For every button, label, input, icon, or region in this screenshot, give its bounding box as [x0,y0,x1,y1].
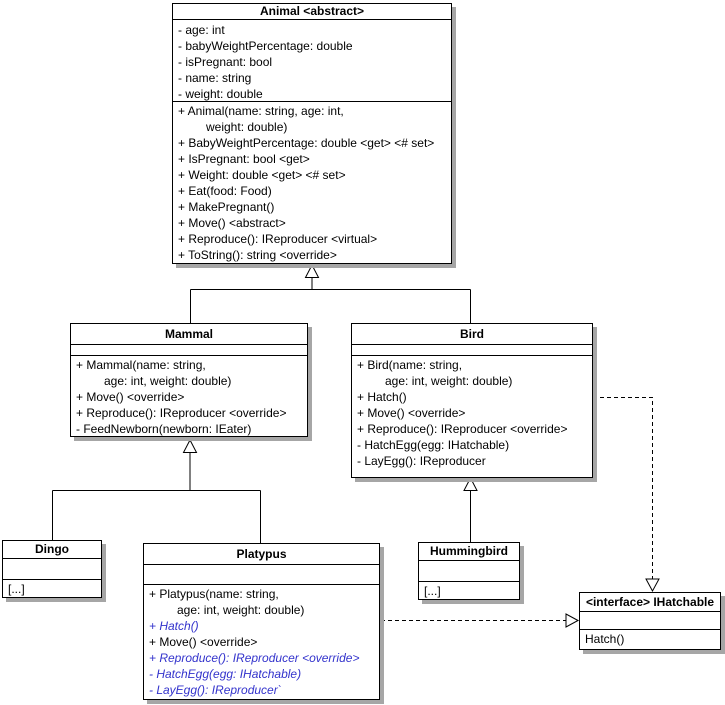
method-line: weight: double) [206,120,288,134]
method-line: + Animal(name: string, age: int, [178,104,344,118]
class-platypus [143,543,380,700]
class-platypus-title: Platypus [144,544,379,565]
method-line: + Move() <override> [76,390,185,404]
method-line: [...] [424,584,441,598]
class-bird-methods [352,356,592,477]
class-dingo-title: Dingo [3,541,101,559]
method-line: + Reproduce(): IReproducer <virtual> [178,232,378,246]
method-line: - LayEgg(): IReproducer` [149,683,282,697]
method-line: Hatch() [585,632,625,646]
realization-platypus-ihatchable [381,614,578,627]
class-platypus-attributes [144,565,379,585]
inheritance-bird-hummingbird [464,478,477,542]
attribute-line: - weight: double [178,87,263,101]
class-mammal-methods [71,356,307,436]
method-line: + Reproduce(): IReproducer <override> [76,406,287,420]
class-bird-attributes [352,345,592,356]
method-line: + MakePregnant() [178,200,275,214]
method-line: age: int, weight: double) [385,374,513,388]
method-line: [...] [8,582,25,596]
method-line: + Reproduce(): IReproducer <override> [149,651,360,665]
interface-ihatchable-title: <interface> IHatchable [580,593,720,612]
inheritance-animal-children [191,265,471,323]
interface-ihatchable-attributes [580,612,720,630]
attribute-line: - name: string [178,71,252,85]
class-dingo-methods [3,580,101,597]
class-mammal [70,323,308,437]
method-line: + Platypus(name: string, [149,587,279,601]
method-line: + Move() <override> [357,406,466,420]
realization-bird-ihatchable [593,398,659,592]
method-line: age: int, weight: double) [177,603,305,617]
class-dingo [2,540,102,598]
method-line: + IsPregnant: bool <get> [178,152,310,166]
attribute-line: - age: int [178,23,225,37]
class-animal-title: Animal <abstract> [173,4,451,20]
class-mammal-attributes [71,345,307,356]
method-line: - HatchEgg(egg: IHatchable) [149,667,302,681]
attribute-line: - babyWeightPercentage: double [178,39,353,53]
class-mammal-title: Mammal [71,324,307,345]
method-line: + Eat(food: Food) [178,184,272,198]
method-line: + ToString(): string <override> [178,248,337,262]
class-hummingbird [418,542,520,600]
class-hummingbird-title: Hummingbird [419,543,519,561]
interface-ihatchable-methods [580,630,720,649]
method-line: + Bird(name: string, [357,358,463,372]
method-line: - FeedNewborn(newborn: IEater) [76,422,252,436]
inheritance-mammal-children [53,440,261,543]
method-line: + Move() <override> [149,635,258,649]
class-hummingbird-methods [419,582,519,599]
class-platypus-methods [144,585,379,699]
method-line: + Reproduce(): IReproducer <override> [357,422,568,436]
class-bird [351,323,593,478]
method-line: + Move() <abstract> [178,216,286,230]
class-animal [172,3,452,264]
class-bird-title: Bird [352,324,592,345]
method-line: + Mammal(name: string, [76,358,206,372]
method-line: age: int, weight: double) [104,374,232,388]
method-line: - LayEgg(): IReproducer [357,454,486,468]
class-dingo-attributes [3,559,101,580]
class-animal-attributes [173,20,451,102]
method-line: + BabyWeightPercentage: double <get> <# set> [178,136,435,150]
method-line: + Weight: double <get> <# set> [178,168,346,182]
interface-ihatchable [579,592,721,650]
attribute-line: - isPregnant: bool [178,55,273,69]
method-line: + Hatch() [149,619,199,633]
class-hummingbird-attributes [419,561,519,582]
class-animal-methods [173,102,451,263]
method-line: + Hatch() [357,390,407,404]
method-line: - HatchEgg(egg: IHatchable) [357,438,510,452]
